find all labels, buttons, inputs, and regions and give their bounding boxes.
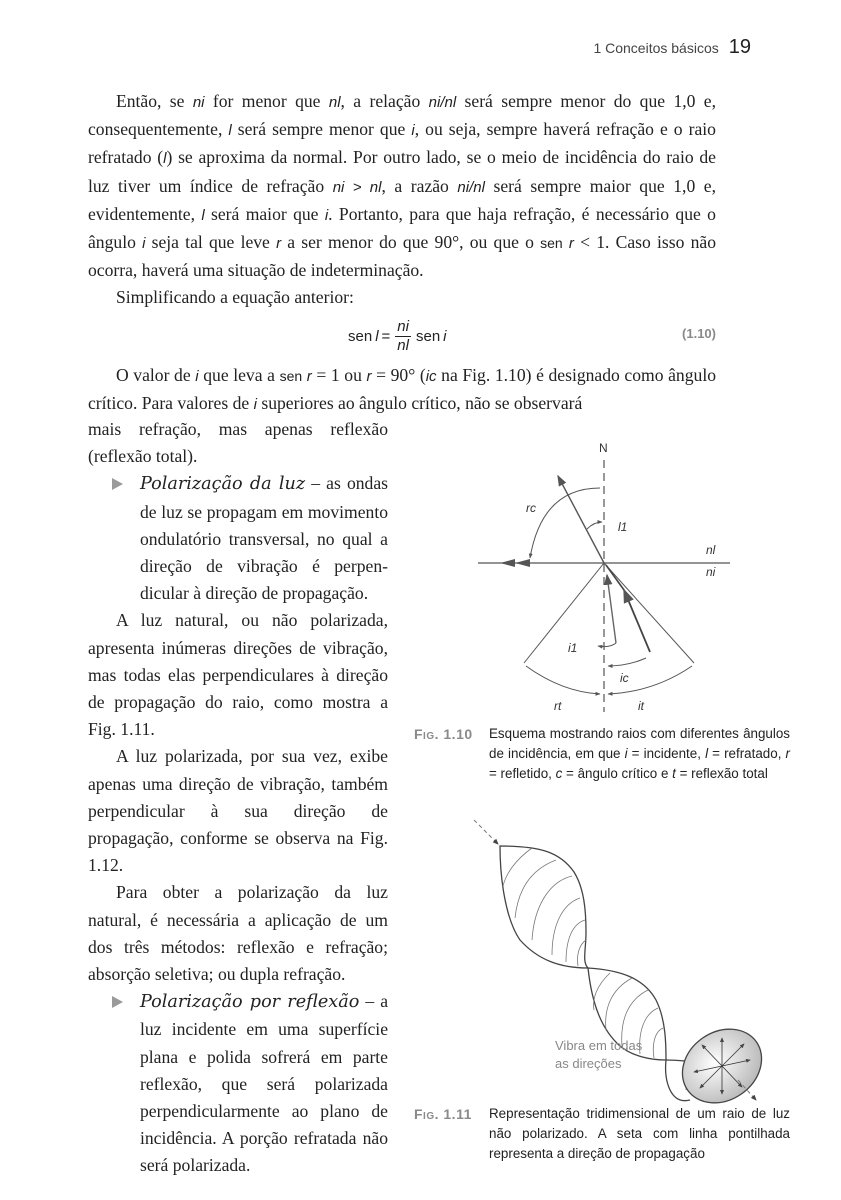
bullet-polarizacao-da-luz: Polarização da luz – as ondas de luz se propagam em movimento ondulatório transversal, no qual a direção de vibração é perpendicular à direção de propagação.: [88, 470, 388, 607]
figure-1-10-caption: Fig. 1.10 Esquema mostrando raios com diferentes ângulos de incidência, em que i = incidente, l = refratado, r = refletido, c = ângulo crítico e t = reflexão total: [414, 726, 790, 781]
svg-text:l1: l1: [618, 520, 628, 534]
vibration-annotation-line1: Vibra em todas: [555, 1038, 643, 1053]
paragraph-3: O valor de i que leva a sen r = 1 ou r = 90° (ic na Fig. 1.10) é designado como ângulo crítico. Para valores de i superiores ao ângulo crítico, não se observará: [88, 365, 717, 414]
fraction: $\frac{ni}{nl}$: [397, 318, 409, 354]
paragraph-5: A luz polarizada, por sua vez, exibe apenas uma direção de vibração, também perpendicular à sua direção de propagação, conforme se observa na Fig. 1.12.: [88, 746, 388, 876]
bullet-triangle-icon: [112, 996, 123, 1008]
figure-1-10-diagram: [470, 430, 730, 720]
svg-text:ni: ni: [706, 565, 716, 579]
equation-number: (1.10): [682, 326, 716, 341]
paragraph-4: A luz natural, ou não polarizada, apresenta inúmeras direções de vibração, mas todas elas perpendiculares à direção de propagação do raio, como mostra a Fig. 1.11.: [88, 610, 388, 740]
bullet-triangle-icon: [112, 478, 123, 490]
figure-label: Fig. 1.10: [414, 726, 473, 742]
figure-1-11-caption: Fig. 1.11 Representação tridimensional de um raio de luz não polarizado. A seta com linha pontilhada representa a direção de propagação: [414, 1106, 790, 1161]
paragraph-6: Para obter a polarização da luz natural, é necessária a aplicação de um dos três métodos: reflexão e refração; absorção seletiva; ou dupla refração.: [88, 882, 388, 985]
page-number: 19: [728, 36, 751, 58]
svg-text:i1: i1: [568, 641, 578, 655]
svg-text:nl: nl: [706, 543, 716, 557]
figure-1-11-diagram: [460, 810, 790, 1105]
running-header: [593, 36, 751, 59]
paragraph-2: Simplificando a equação anterior:: [116, 287, 354, 308]
paragraph-1: Então, se ni for menor que nl, a relação ni/nl será sempre menor do que 1,0 e, consequentemente, l será sempre menor que i, ou seja, sempre haverá refração e o raio refratado (l) se aproxima da normal. Por outro lado, se o meio de incidência do raio de luz tiver um índice de refração ni > nl, a razão ni/nl será sempre maior que 1,0 e, evidentemente, l será maior que i. Portanto, para que haja refração, é necessário que o ângulo i seja tal que leve r a ser menor do que 90°, ou que o sen r < 1. Caso isso não ocorra, haverá uma situação de indeterminação. Simplificando a equação anterior:: [88, 88, 716, 312]
svg-text:ic: ic: [620, 671, 629, 685]
chapter-title: 1 Conceitos básicos: [593, 40, 719, 56]
svg-text:it: it: [638, 699, 644, 713]
svg-text:rc: rc: [526, 501, 536, 515]
svg-text:N: N: [599, 441, 608, 455]
svg-text:rt: rt: [554, 699, 562, 713]
equation-1-10: sen l = $\frac{ni}{nl}$ sen i (1.10): [348, 318, 716, 354]
bullet-polarizacao-por-reflexao: Polarização por reflexão – a luz incidente em uma superfície plana e polida sofrerá em parte reflexão, que será polarizada perpendicularmente ao plano de incidência. A porção refratada não será polarizada.: [88, 988, 388, 1179]
figure-label: Fig. 1.11: [414, 1106, 472, 1122]
vibration-annotation-line2: as direções: [555, 1056, 622, 1071]
left-column: [88, 416, 388, 1180]
paragraph-3-continued: mais refração, mas apenas reflexão (reflexão total).: [88, 419, 388, 467]
